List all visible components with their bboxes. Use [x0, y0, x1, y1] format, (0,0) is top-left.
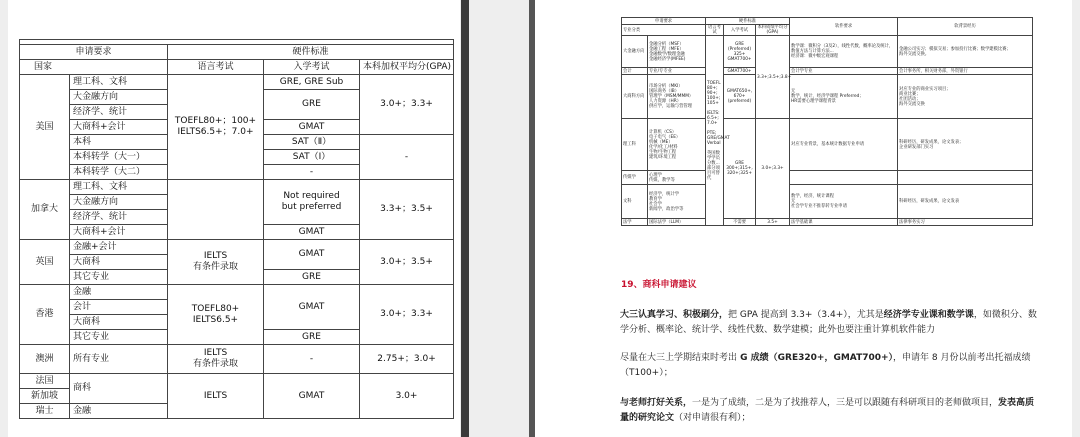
category-cell: 文科 [622, 185, 648, 219]
gpa-cell: 3.5+ [756, 219, 790, 226]
header-gpa: 本科加权平均分(GPA) [360, 60, 454, 75]
exam-ca: Not required but preferred [264, 180, 360, 225]
gpa-au: 2.75+；3.0+ [360, 345, 454, 374]
exam-cell: GRE (Preferred) 325+ GMAT700+ [724, 36, 756, 68]
exam-cell: GRE [264, 90, 360, 120]
category-cell: 法学 [622, 219, 648, 226]
exam-cell: GMAT [264, 225, 360, 240]
section-title: 19、商科申请建议 [621, 280, 697, 290]
country-au: 澳洲 [20, 345, 70, 374]
major-cell: 大金融方向 [70, 195, 168, 210]
major-cell: 理工科、文科 [70, 180, 168, 195]
gpa-cell: 3.0+;3.3+ [756, 119, 790, 219]
page-gutter [461, 0, 469, 437]
major-cell: 所有专业 [70, 345, 168, 374]
header-cell: 语言考试 [706, 25, 724, 36]
major-cell: 金融分析（MSF） 金融工程（MFE） 金融数学/数理金融 金融经济学(MFEE) [648, 36, 706, 68]
language-other: IELTS [168, 374, 264, 419]
paragraph-3-text: 一是为了成绩，二是为了找推荐人，三是可以跟随有科研项目的老师做项目， [692, 398, 999, 408]
major-cell: 经济学、统计 [70, 210, 168, 225]
exam-cell: GRE [264, 330, 360, 345]
soft-cell: 会计学专业 [790, 68, 898, 75]
country-sg: 新加坡 [20, 389, 70, 404]
soft-cell: 法学基础课 [790, 219, 898, 226]
major-cell: 其它专业 [70, 330, 168, 345]
category-cell: 大商科方向 [622, 75, 648, 119]
exam-cell: GRE 300+;315+, 320+;325+ [724, 119, 756, 219]
language-cell: TOEFL 80+; 90+; 100+; 105+ IELTS: 6.5+; 7.0+ PTE; GRE/GMAT Verbal 英国数学学员分数... 部分项目可替代 [706, 36, 724, 226]
major-cell: 经济学、统计 [70, 105, 168, 120]
country-ch: 瑞士 [20, 404, 70, 419]
major-cell: 大商科+会计 [70, 120, 168, 135]
exam-cell: GMAT [264, 120, 360, 135]
gpa-other: 3.0+ [360, 374, 454, 419]
country-uk: 英国 [20, 240, 70, 285]
header-cell: 软背景经历 [898, 18, 1033, 36]
exam-cell: GMAT [264, 240, 360, 270]
language-au: IELTS 有条件录取 [168, 345, 264, 374]
header-cell: 本科成绩平均分(GPA) [757, 25, 788, 35]
major-cell: 大金融方向 [70, 90, 168, 105]
country-fr: 法国 [20, 374, 70, 389]
major-cell: 金融 [70, 404, 168, 419]
header-cell: 申请要求 [622, 18, 706, 25]
paragraph-1-bold: 大三认真学习、积极刷分， [620, 310, 729, 320]
header-cell: 硬件标准 [706, 18, 790, 25]
language-ca [168, 180, 264, 240]
major-cell: 本科转学（大二） [70, 165, 168, 180]
paragraph-2 [620, 351, 1040, 381]
gpa-us-2: - [360, 135, 454, 180]
paragraph-1-bold-2: 经济学专业课和数学课 [883, 310, 974, 320]
major-cell: 大商科+会计 [70, 225, 168, 240]
major-cell: 心理学 传媒，教学等 [648, 171, 706, 185]
exam-cell: - [264, 345, 360, 374]
experience-cell: 科研经历，研发成果，论文发表 [898, 185, 1033, 219]
major-cell: 商科 [70, 374, 168, 404]
paragraph-2-text: 尽量在大三上学期结束时考出 [620, 353, 738, 363]
category-cell: 理工科 [622, 119, 648, 171]
category-cell: 会计 [622, 68, 648, 75]
header-hardware: 硬件标准 [168, 45, 454, 60]
experience-cell: 会计事务所，相关财务部，外资银行 [898, 68, 1033, 75]
language-hk: TOEFL80+ IELTS6.5+ [168, 285, 264, 345]
major-cell: 其它专业 [70, 270, 168, 285]
soft-cell: 对应专业背景，基本统计数据专业申请 [790, 119, 898, 171]
paragraph-2-text-2: ，申请年 8 月份以前考出托福成绩（T100+）； [620, 353, 1031, 378]
country-us: 美国 [20, 75, 70, 180]
paragraph-3-bold: 与老师打好关系， [620, 398, 693, 408]
exam-cell: SAT（Ⅱ） [264, 135, 360, 150]
experience-cell: 对应专业的商业实习项目； 商业比赛； 社团活动； 海外交流交换 [898, 75, 1033, 119]
major-cell: 大商科 [70, 315, 168, 330]
major-cell: 本科 [70, 135, 168, 150]
major-cell: 大商科 [70, 255, 168, 270]
major-cell: 经济学，统计学 教育学 社会学 新闻学，政治学等 [648, 185, 706, 219]
exam-cell: - [264, 165, 360, 180]
soft-cell: 数学，经济，统计课程 无 社会学专业不推荐转专业申请 [790, 185, 898, 219]
exam-cell: GRE, GRE Sub [264, 75, 360, 90]
paragraph-1-text-2: ，如微积分、数学分析、概率论、统计学、线性代数、数学建模；此外也要注重计算机软件能力 [620, 310, 1037, 335]
exam-cell: GMAT [264, 285, 360, 330]
header-entrance: 入学考试 [264, 60, 360, 75]
header-requirements: 申请要求 [20, 45, 168, 60]
major-cell: 金融+会计 [70, 240, 168, 255]
experience-cell: 金融公司实习；模拟交易；参加投行比赛；数学建模比赛； 海外交流交换。 [898, 36, 1033, 68]
gpa-cell: 3.3+;3.5+;3.8+ [756, 36, 790, 119]
major-cell: 专业/专专业 [648, 68, 706, 75]
major-cell: 本科转学（大一） [70, 150, 168, 165]
exam-cell: SAT（Ⅰ） [264, 150, 360, 165]
header-cell: 入学考试 [724, 25, 756, 36]
exam-cell: GMAT700+ [724, 68, 756, 75]
soft-cell: 数学课：微积分（3及2），线性代数，概率论及统计，数值方法与计算方法... 经济课：微中级宏观课程 [790, 36, 898, 68]
paragraph-3 [620, 396, 1040, 426]
header-cell: 软件要求 [790, 18, 898, 36]
soft-cell: 无 数学，统计，经济学课程 Preferred； HR需要心理学课程背景 [790, 75, 898, 119]
major-cell: 金融 [70, 285, 168, 300]
country-ca: 加拿大 [20, 180, 70, 240]
header-language: 语言考试 [168, 60, 264, 75]
paragraph-1-text: 把 GPA 提高到 3.3+（3.4+），尤其是 [728, 310, 884, 320]
language-us: TOEFL80+；100+ IELTS6.5+；7.0+ [168, 75, 264, 180]
experience-cell: 科研经历，研发成果，论文发表； 企业研发部门实习 [898, 119, 1033, 171]
experience-cell [898, 171, 1033, 185]
category-cell: 大金融方向 [622, 36, 648, 68]
requirements-table-small [621, 17, 1033, 226]
header-cell: 专业分类 [622, 25, 706, 36]
exam-other: GMAT [264, 374, 360, 419]
paragraph-1 [620, 308, 1040, 338]
exam-cell: GRE [264, 270, 360, 285]
gpa-uk: 3.0+；3.5+ [360, 240, 454, 285]
paragraph-3-bold-2: 发表高质量的研究论文 [620, 398, 1035, 423]
gpa-hk: 3.0+；3.3+ [360, 285, 454, 345]
major-cell: 会计 [70, 300, 168, 315]
requirements-table [19, 39, 454, 419]
major-cell: 计算机（CS） 电子电气（EE） 机械（ME） 化学/化工/材料 生物/生物工程 建筑/环境工程 [648, 119, 706, 171]
exam-cell: 不需要 [724, 219, 756, 226]
exam-cell: GMAT650+, 670+(preferred) [724, 75, 756, 119]
header-country: 国家 [20, 60, 168, 75]
paragraph-3-text-2: （对申请很有利）； [674, 413, 751, 423]
major-cell: 国际法学（LLM） [648, 219, 706, 226]
major-cell: 市场分析（MKI） 国际商务（IB） 管理学（MSM/MMM） 人力资源（HR） 供应学，运输与营管理 [648, 75, 706, 119]
language-uk: IELTS 有条件录取 [168, 240, 264, 285]
category-cell: 传媒学 [622, 171, 648, 185]
country-hk: 香港 [20, 285, 70, 345]
gpa-us: 3.0+；3.3+ [360, 75, 454, 135]
gpa-ca: 3.3+；3.5+ [360, 180, 454, 240]
paragraph-2-bold: G 成绩（GRE320+，GMAT700+） [737, 353, 894, 363]
experience-cell: 法律事务实习 [898, 219, 1033, 226]
major-cell: 理工科、文科 [70, 75, 168, 90]
soft-cell [790, 171, 898, 185]
